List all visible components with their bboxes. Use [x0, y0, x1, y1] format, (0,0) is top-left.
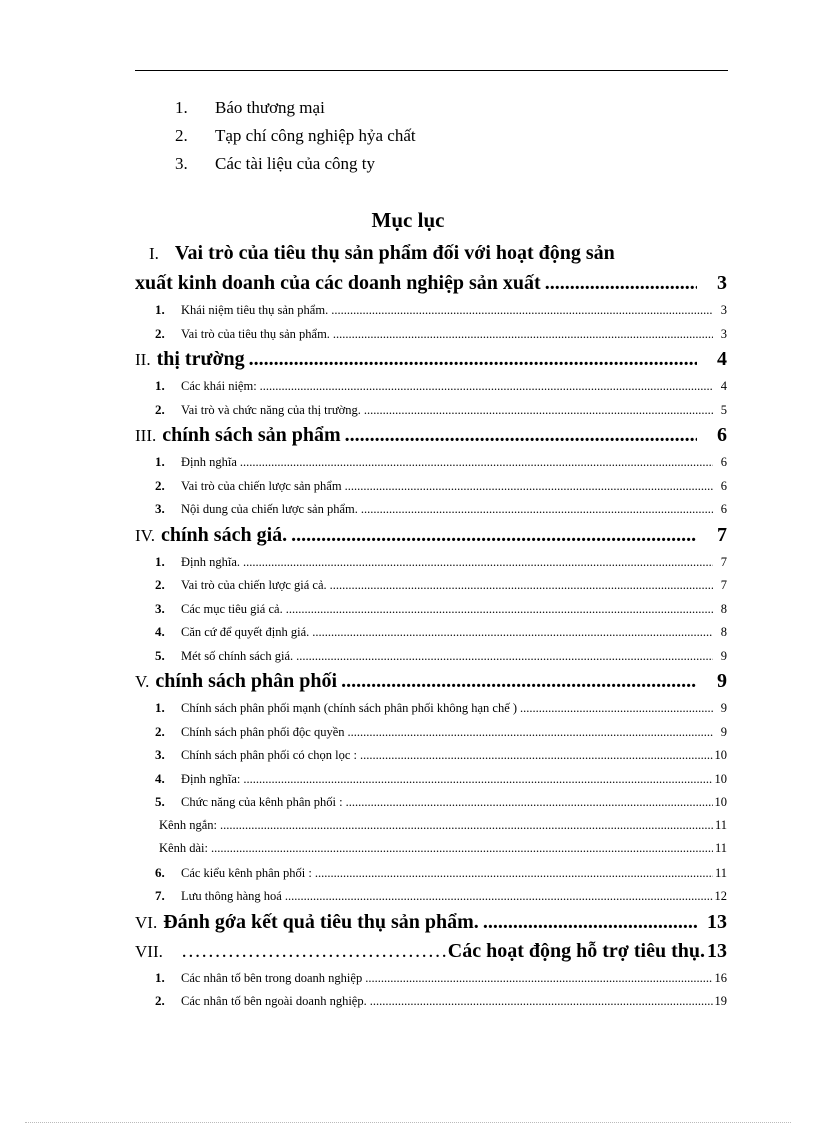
entry-number: 3.	[155, 600, 165, 616]
entry-number: 3.	[155, 747, 165, 762]
leader-dots	[346, 791, 713, 814]
page-number: 3	[720, 326, 727, 341]
entry-number: 4.	[155, 770, 165, 786]
page-number: 5	[720, 402, 727, 417]
leader-dots	[365, 967, 713, 990]
section-title: Các hoạt động hỗ trợ tiêu thụ.	[447, 939, 705, 962]
leader-dots	[520, 697, 713, 720]
entry-number: 2.	[155, 723, 165, 739]
leader-dots	[243, 551, 713, 574]
page-number: 6	[720, 455, 727, 469]
leader-dots	[483, 908, 697, 937]
leader-dots	[291, 521, 697, 550]
entry-text: Các mục tiêu giá cả.	[181, 601, 283, 616]
toc-section-heading[interactable]	[135, 269, 727, 298]
toc-entry[interactable]	[135, 497, 727, 521]
leader-dots	[286, 598, 713, 621]
leader-dots	[545, 269, 697, 298]
entry-number: 1.	[155, 454, 165, 469]
toc-entry[interactable]	[135, 644, 727, 668]
entry-number: 1.	[155, 553, 165, 569]
toc-entry[interactable]	[135, 597, 727, 621]
page-number: 6	[720, 478, 727, 493]
toc-entry[interactable]	[135, 989, 727, 1013]
leader-dots	[345, 475, 713, 498]
toc-entry[interactable]	[135, 573, 727, 597]
section-numeral: VII.	[135, 941, 163, 961]
entry-number: 1.	[155, 969, 165, 985]
toc-entry[interactable]	[135, 767, 727, 791]
entry-number: 2.	[155, 993, 165, 1008]
entry-text: Nội dung của chiến lược sản phẩm.	[181, 502, 358, 516]
toc-entry[interactable]	[135, 398, 727, 422]
section-numeral: IV.	[135, 525, 155, 545]
section-title: chính sách sản phẩm	[162, 424, 341, 446]
page-number: 7	[720, 578, 727, 592]
leader-dots	[243, 768, 713, 791]
entry-text: Các khái niệm:	[181, 379, 257, 393]
page-number: 13	[707, 910, 727, 933]
toc-entry[interactable]	[135, 450, 727, 474]
entry-number: 3.	[155, 501, 165, 516]
section-title: xuất kinh doanh của các doanh nghiệp sản xuất	[135, 272, 541, 294]
toc-section-heading[interactable]	[135, 521, 727, 550]
section-title: chính sách phân phối	[155, 670, 338, 692]
page-number: 12	[714, 889, 727, 903]
section-title: Đánh gớa kết quả tiêu thụ sản phẩm.	[163, 910, 479, 933]
leader-dots	[211, 837, 713, 861]
entry-text: Chính sách phân phối mạnh (chính sách phân phối không hạn chế )	[181, 701, 518, 715]
page-number: 11	[714, 841, 727, 855]
toc-section-heading[interactable]	[135, 345, 727, 374]
leader-dots	[361, 498, 713, 521]
entry-text: Mét số chính sách giá.	[181, 648, 294, 663]
entry-number: 1.	[155, 302, 165, 317]
page-number: 19	[714, 994, 727, 1008]
leader-dots	[370, 990, 713, 1013]
entry-number: 4.	[155, 624, 165, 639]
entry-number: 1.	[155, 700, 165, 715]
toc-entry[interactable]	[135, 837, 727, 861]
entry-text: Kênh ngắn:	[159, 817, 217, 832]
page-number: 7	[717, 523, 727, 546]
entry-number: 2.	[155, 477, 165, 493]
leader-dots	[333, 323, 713, 346]
entry-text: Khái niệm tiêu thụ sản phẩm.	[181, 303, 329, 317]
page-number: 9	[717, 670, 727, 692]
page-number: 4	[717, 348, 727, 370]
leader-dots	[360, 744, 713, 767]
entry-text: Chức năng của kênh phân phối :	[181, 795, 343, 809]
header-rule	[135, 70, 728, 71]
toc-entry[interactable]	[135, 814, 727, 838]
entry-number: 7.	[155, 888, 165, 903]
page-number: 10	[714, 748, 727, 762]
reference-number: 2.	[175, 126, 188, 145]
toc-entry[interactable]	[135, 790, 727, 814]
toc-entry[interactable]	[135, 861, 727, 885]
references-list	[175, 96, 416, 180]
reference-number: 3.	[175, 154, 188, 173]
section-numeral: II.	[135, 350, 151, 369]
entry-number: 1.	[155, 378, 165, 393]
toc-entry[interactable]	[135, 322, 727, 346]
page-number: 4	[720, 379, 727, 393]
leader-dots	[348, 721, 713, 744]
entry-text: Các nhân tố bên ngoài doanh nghiệp.	[181, 994, 367, 1008]
toc-entry[interactable]	[135, 696, 727, 720]
toc-title: Mục lục	[371, 208, 445, 232]
entry-text: Căn cứ để quyết định giá.	[181, 625, 310, 639]
entry-text: Các kiểu kênh phân phối :	[181, 865, 312, 880]
page-number: 9	[720, 701, 727, 715]
section-title: chính sách giá.	[161, 523, 288, 546]
toc-section-heading[interactable]	[135, 937, 727, 966]
reference-text: Tạp chí công nghiệp hỷa chất	[215, 126, 416, 145]
page-number: 8	[720, 601, 727, 616]
page-number: 16	[714, 970, 727, 985]
entry-text: Vai trò của chiến lược giá cả.	[181, 578, 327, 592]
leader-dots	[240, 451, 713, 474]
section-title: Vai trò của tiêu thụ sản phẩm đối với hoạt động sản	[174, 242, 615, 264]
entry-number: 5.	[155, 647, 165, 663]
leader-dots	[330, 574, 713, 597]
leader-dots	[249, 345, 697, 374]
section-numeral: V.	[135, 672, 150, 691]
reference-item	[175, 152, 416, 180]
leader-dots	[285, 885, 713, 908]
page-number: 7	[720, 554, 727, 569]
toc-entry[interactable]	[135, 550, 727, 574]
toc-section-heading[interactable]	[135, 908, 727, 937]
entry-text: Các nhân tố bên trong doanh nghiệp	[181, 970, 363, 985]
entry-text: Chính sách phân phối độc quyền	[181, 724, 345, 739]
page-number: 13	[707, 939, 727, 962]
entry-text: Vai trò của chiến lược sản phẩm	[181, 478, 342, 493]
leader-dots	[312, 621, 713, 644]
entry-text: Vai trò của tiêu thụ sản phẩm.	[181, 326, 330, 341]
page-number: 10	[714, 771, 727, 786]
leader-dots	[260, 375, 713, 398]
toc-section-heading[interactable]	[135, 421, 727, 450]
leader-dots	[315, 862, 713, 885]
entry-number: 2.	[155, 577, 165, 592]
leader-dots	[331, 299, 713, 322]
toc-entry[interactable]	[135, 966, 727, 990]
reference-text: Các tài liệu của công ty	[215, 154, 376, 173]
reference-item	[175, 96, 416, 124]
section-title: thị trường	[156, 348, 245, 370]
entry-text: Định nghĩa	[181, 455, 237, 469]
toc-section-heading[interactable]	[135, 667, 727, 696]
entry-text: Định nghĩa.	[181, 554, 241, 569]
page-number: 9	[720, 648, 727, 663]
page-number: 10	[714, 795, 727, 809]
leader-dots	[345, 421, 697, 450]
page-number: 8	[720, 625, 727, 639]
leader-dots	[220, 814, 713, 838]
entry-number: 6.	[155, 864, 165, 880]
entry-text: Kênh dài:	[159, 841, 208, 855]
section-numeral: III.	[135, 426, 157, 445]
page-number: 9	[720, 724, 727, 739]
page-number: 3	[717, 272, 727, 294]
toc-entry[interactable]	[135, 374, 727, 398]
entry-text: Định nghĩa:	[181, 771, 241, 786]
page-number: 11	[714, 865, 727, 880]
toc-section-heading	[135, 238, 727, 269]
toc-entry[interactable]	[135, 298, 727, 322]
leader-dots	[181, 937, 448, 966]
entry-text: Vai trò và chức năng của thị trường.	[181, 402, 361, 417]
reference-text: Báo thương mại	[215, 98, 325, 117]
section-numeral: VI.	[135, 912, 158, 932]
toc-entry[interactable]	[135, 743, 727, 767]
entry-number: 2.	[155, 401, 165, 417]
toc-entry[interactable]	[135, 474, 727, 498]
entry-text: Lưu thông hàng hoá	[181, 889, 282, 903]
entry-number: 5.	[155, 794, 165, 809]
leader-dots	[296, 645, 713, 668]
reference-number: 1.	[175, 98, 188, 117]
entry-text: Chính sách phân phối có chọn lọc :	[181, 748, 358, 762]
page-number: 6	[717, 424, 727, 446]
toc-entry[interactable]	[135, 884, 727, 908]
section-numeral: I.	[149, 244, 159, 263]
reference-item	[175, 124, 416, 152]
entry-number: 2.	[155, 325, 165, 341]
page-number: 6	[720, 502, 727, 516]
page-number: 3	[720, 303, 727, 317]
table-of-contents	[135, 238, 727, 1013]
leader-dots	[341, 667, 697, 696]
toc-entry[interactable]	[135, 720, 727, 744]
page-number: 11	[714, 817, 727, 832]
toc-entry[interactable]	[135, 620, 727, 644]
leader-dots	[364, 399, 713, 422]
